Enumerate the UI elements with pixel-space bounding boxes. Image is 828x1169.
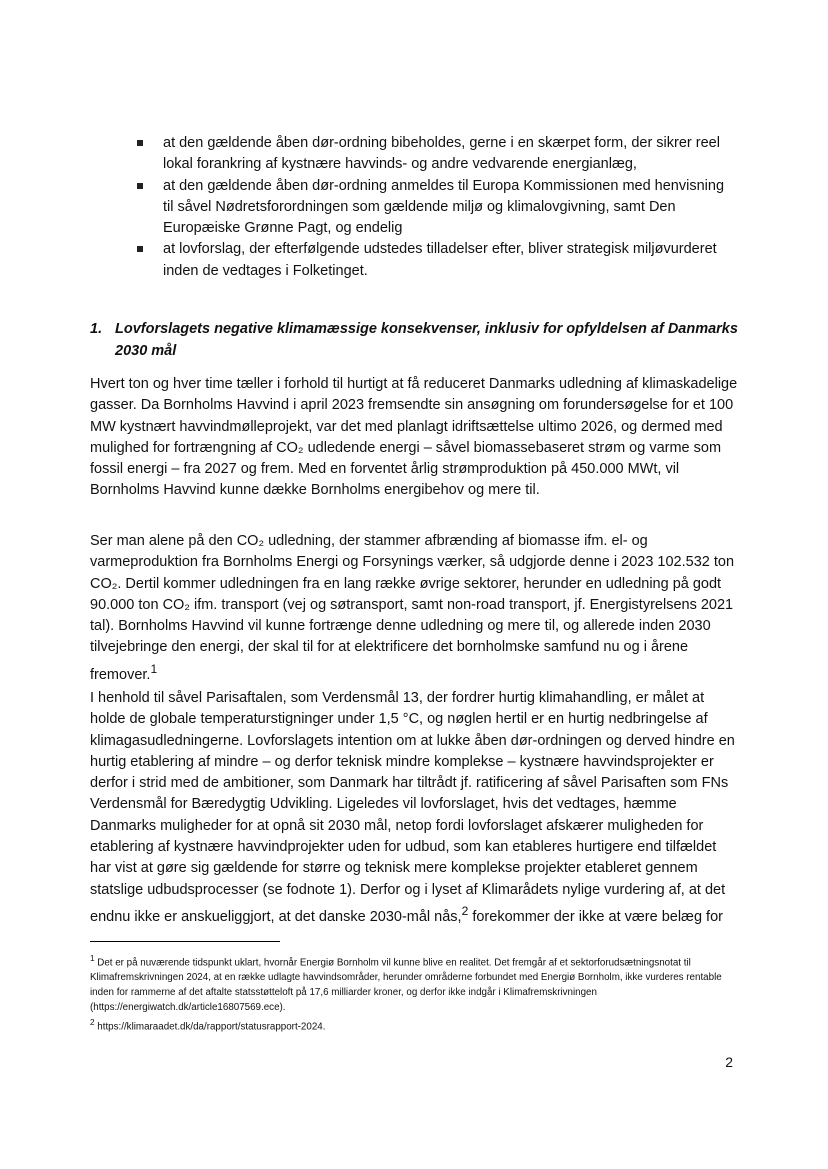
list-item-text: at den gældende åben dør-ordning anmeldes til Europa Kommissionen med henvisning til såvel Nødretsforordningen som gældende miljø og klimalovgivning, samt Den Europæiske Grønne Pagt, og endelig [163,177,725,237]
list-item-text: at lovforslag, der efterfølgende udstedes tilladelser efter, bliver strategisk miljøvurderet inden de vedtages i Folketinget. [163,241,717,279]
list-item [137,176,737,240]
footnote-text: https://klimaraadet.dk/da/rapport/statusrapport-2024. [94,1021,326,1033]
footnote-divider [90,941,280,942]
footnote-ref-1[interactable]: 1 [150,661,158,676]
square-bullet-icon [137,246,143,252]
paragraph-text: I henhold til såvel Parisaftalen, som Verdensmål 13, der fordrer hurtig klimahandling, er målet at holde de globale temperaturstigninger under 1,5 °C, og nøglen hertil er en hurtig nedbringelse af klimagasudledningerne. Lovforslagets intention om at lukke åben dør-ordningen og derved hindre en hurtig etablering af mindre – og derfor teknisk mindre komplekse – kystnære havvindsprojekter er derfor i strid med de ambitioner, som Danmark har tiltrådt jf. ratificering af såvel Parisaften som FNs Verdensmål for Bæredygtig Udvikling. Ligeledes vil lovforslaget, hvis det vedtages, hæmme Danmarks muligheder for at opnå sit 2030 mål, netop fordi lovforslaget afskærer muligheden for etablering af kystnære havvindprojekter uden for udbud, som kan etableres hurtigere end tilfældet har vist at gøre sig gældende for større og teknisk mere komplekse projekter etableret gennem statslige udbudsprocesser (se fodnote 1). Derfor og i lyset af Klimarådets nylige vurdering af, at det endnu ikke er anskueliggjort, at det danske 2030-mål nås, [90,690,735,925]
paragraph-1 [90,374,740,502]
footnote-1 [90,951,740,1015]
paragraph-text-end: forekommer der ikke at være belæg for [468,908,723,925]
list-item [137,239,737,282]
footnote-number: 2 [90,1018,95,1028]
page-number: 2 [725,1054,733,1070]
footnote-ref-2[interactable]: 2 [461,903,469,918]
paragraph-text: Ser man alene på den CO₂ udledning, der stammer afbrænding af biomasse ifm. el- og varmeproduktion fra Bornholms Energi og Forsynings værker, så udgjorde denne i 2023 102.532 ton CO₂. Dertil kommer udledningen fra en lang række øvrige sektorer, herunder en udledning på godt 90.000 ton CO₂ ifm. transport (vej og søtransport, samt non-road transport, jf. Energistyrelsens 2021 tal). Bornholms Havvind vil kunne fortrænge denne udledning og mere til, og allerede inden 2030 tilvejebringe den energi, der skal til for at elektrificere det bornholmske samfund nu og i årene fremover. [90,533,735,683]
footnote-2 [90,1015,740,1034]
recommendation-list [137,133,737,282]
section-number: 1. [90,321,103,337]
footnote-text: Det er på nuværende tidspunkt uklart, hvornår Energiø Bornholm vil kunne blive en realitet. Det fremgår af et sektorforudsætningsnotat til Klimafremskrivningen 2024, at en række udlagte havvindsområder, herunder områderne forbundet med Energiø Bornholm, ikke vurderes rentable inden for rammerne af det aftalte statsstøtteloft på 17,6 milliarder kroner, og derfor ikke indgår i Klimafremskrivningen (https://energiwatch.dk/article16807569.ece). [90,957,722,1014]
footnote-number: 1 [90,954,95,963]
paragraph-text: Hvert ton og hver time tæller i forhold til hurtigt at få reduceret Danmarks udledning af klimaskadelige gasser. Da Bornholms Havvind i april 2023 fremsendte sin ansøgning om forundersøgelse for et 100 MW kystnært havvindmølleprojekt, var det med planlagt idriftsættelse ultimo 2026, og dermed med mulighed for fortrængning af CO₂ udledende energi – såvel biomassebaseret strøm og varme som fossil energi – fra 2027 og frem. Med en forventet årlig strømproduktion på 450.000 MWt, vil Bornholms Havvind kunne dække Bornholms energibehov og mere til. [90,376,738,499]
paragraph-3 [90,688,740,928]
square-bullet-icon [137,183,143,189]
footnotes [90,951,740,1035]
square-bullet-icon [137,140,143,146]
section-title: Lovforslagets negative klimamæssige konsekvenser, inklusiv for opfyldelsen af Danmarks 2030 mål [115,321,738,359]
section-heading [90,319,750,362]
paragraph-2 [90,531,740,686]
list-item [137,133,737,176]
list-item-text: at den gældende åben dør-ordning bibeholdes, gerne i en skærpet form, der sikrer reel lokal forankring af kystnære havvinds- og andre vedvarende energianlæg, [163,135,720,173]
